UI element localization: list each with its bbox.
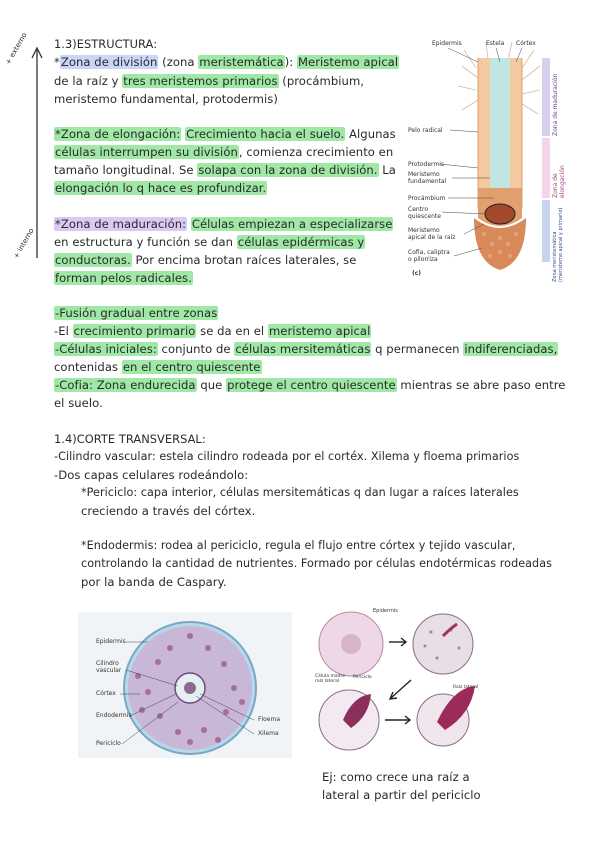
- zona-division-line-3: meristemo fundamental, protodermis): [54, 92, 278, 106]
- protege-highlight: protege el centro quiescente: [227, 378, 396, 392]
- text: mientras se abre paso entre: [396, 378, 566, 392]
- tres-meristemos-highlight: tres meristemos primarios: [123, 74, 278, 88]
- zona-elongacion-label: *Zona de elongación:: [55, 127, 181, 141]
- line: Cofia, caliptra: [408, 249, 450, 256]
- periciclo-line-2: creciendo a través del córtex.: [81, 504, 256, 518]
- lateral-caption-line-2: lateral a partir del periciclo: [322, 788, 481, 802]
- celulas-iniciales-line-2: [54, 358, 262, 377]
- periciclo-line-1: *Periciclo: capa interior, células mersitemáticas q dan lugar a raíces laterales: [81, 486, 519, 499]
- especializarse-highlight: Células empiezan a especializarse: [191, 217, 393, 231]
- line: Meristemo: [408, 227, 440, 234]
- label-pelo-radical: Pelo radical: [408, 127, 443, 134]
- endodermis-line-3: por la banda de Caspary.: [81, 575, 227, 589]
- text: (procámbium,: [278, 74, 365, 88]
- text: Por encima brotan raíces laterales, se: [131, 253, 357, 267]
- zona-maduracion-line-3: [54, 251, 356, 270]
- cofia-line-2: el suelo.: [54, 396, 103, 410]
- text: de la raíz y: [54, 74, 123, 88]
- conductoras-highlight: conductoras.: [55, 253, 131, 267]
- zona-maduracion-line-2: [54, 233, 365, 252]
- label-endodermis: Endodermis: [96, 712, 132, 719]
- zona-elongacion-line-2: [54, 143, 393, 162]
- epidermicas-highlight: células epidérmicas y: [237, 235, 365, 249]
- root-longitudinal-figure: [404, 38, 574, 286]
- zona-division-line-2: [54, 72, 364, 91]
- label-zona-elongacion: Zona de elongación: [552, 165, 566, 198]
- label-estela: Estela: [486, 40, 505, 47]
- section-heading-corte: 1.4)CORTE TRANSVERSAL:: [54, 432, 206, 446]
- label-floema: Floema: [258, 716, 281, 723]
- zona-elongacion-line-1: [54, 125, 396, 144]
- text: (zona: [158, 55, 199, 69]
- text: conjunto de: [157, 342, 235, 356]
- indiferenciadas-highlight: indiferenciadas,: [464, 342, 558, 356]
- lateral-root-figure: [313, 608, 483, 758]
- line: vascular: [96, 667, 122, 674]
- text: que: [196, 378, 227, 392]
- interno-plus: +: [12, 250, 22, 260]
- endodermis-line-1: *Endodermis: rodea al periciclo, regula el flujo entre córtex y tejido vascular,: [81, 539, 516, 552]
- cofia-highlight: -Cofia: Zona endurecida: [55, 378, 196, 392]
- line: apical de la raíz: [408, 234, 456, 241]
- text: ):: [284, 55, 297, 69]
- label-cofia: [408, 249, 450, 263]
- label-raiz-lateral: Raíz lateral: [453, 685, 479, 690]
- line: o pilorriza: [408, 256, 438, 263]
- section-heading-estructura: 1.3)ESTRUCTURA:: [54, 37, 158, 51]
- text: contenidas: [54, 360, 122, 374]
- zona-maduracion-line-1: [54, 215, 393, 234]
- label-centro-quiescente: [408, 206, 441, 220]
- corte-line-2: -Dos capas celulares rodeándolo:: [54, 468, 249, 482]
- line: Centro: [408, 206, 429, 213]
- label-cilindro-vascular: [96, 660, 121, 674]
- meristemo-apical-highlight: Meristemo apical: [297, 55, 399, 69]
- text: -El: [54, 324, 73, 338]
- line: Cilindro: [96, 660, 119, 667]
- label-periciclo: Periciclo: [353, 675, 372, 680]
- externo-text: externo: [8, 31, 29, 59]
- text: se da en el: [196, 324, 268, 338]
- line: fundamental: [408, 178, 447, 185]
- zona-maduracion-label: *Zona de maduración:: [55, 217, 187, 231]
- mersitematicas-highlight: células mersitemáticas: [235, 342, 371, 356]
- celulas-interrumpen-highlight: células interrumpen su división: [55, 145, 238, 159]
- label-zona-meristematica: Zona meristemática (meristemo apical y primario): [552, 207, 564, 282]
- crecimiento-suelo-highlight: Crecimiento hacia el suelo.: [186, 127, 345, 141]
- celulas-iniciales-item: [54, 340, 558, 359]
- crecimiento-primario-highlight: crecimiento primario: [73, 324, 196, 338]
- cross-section-figure: [78, 612, 292, 758]
- text: Algunas: [345, 127, 396, 141]
- text: La: [378, 163, 396, 177]
- corte-line-1: -Cilindro vascular: estela cilindro rodeada por el cortéx. Xilema y floema primarios: [54, 450, 520, 463]
- text: , comienza crecimiento en: [238, 145, 394, 159]
- pelos-radicales-highlight: forman pelos radicales.: [55, 271, 192, 285]
- label-epidermis: Epidermis: [432, 40, 462, 47]
- meristemo-apical-highlight-2: meristemo apical: [268, 324, 371, 338]
- fusion-item: [54, 304, 218, 323]
- cofia-item: [54, 376, 566, 395]
- label-protodermis: Protodermis: [408, 161, 445, 168]
- label-periciclo: Periciclo: [96, 740, 121, 747]
- label-meristemo-fundamental: [408, 171, 446, 185]
- zona-division-label: Zona de división: [60, 55, 158, 69]
- crecimiento-primario-item: [54, 322, 371, 341]
- label-cortex: Córtex: [516, 40, 536, 47]
- interno-text: interno: [16, 227, 36, 253]
- lateral-caption-line-1: Ej: como crece una raíz a: [322, 770, 470, 784]
- text: en estructura y función se dan: [54, 235, 237, 249]
- centro-quiescente-highlight: en el centro quiescente: [122, 360, 261, 374]
- celulas-iniciales-highlight: -Células iniciales:: [55, 342, 157, 356]
- label-epidermis: Epidermis: [373, 608, 398, 614]
- label-procambium: Procámbium: [408, 195, 446, 202]
- text: q permanecen: [371, 342, 464, 356]
- line: quiescente: [408, 213, 441, 220]
- zona-maduracion-line-4: [54, 269, 193, 288]
- endodermis-line-2: controlando la cantidad de nutrientes. Formado por células endotérmicas rodeadas: [81, 557, 552, 570]
- zona-division-line-1: [54, 53, 399, 72]
- label-meristemo-apical: [408, 227, 455, 241]
- label-panel-c: (c): [412, 270, 422, 277]
- label-epidermis: Epidermis: [96, 638, 126, 645]
- fusion-highlight: -Fusión gradual entre zonas: [55, 306, 218, 320]
- label-celula-madre: Célula madre raíz lateral: [315, 674, 345, 684]
- externo-plus: +: [4, 56, 14, 66]
- zona-elongacion-line-4: [54, 179, 267, 198]
- text: tamaño longitudinal. Se: [54, 163, 198, 177]
- label-cortex: Córtex: [96, 690, 116, 697]
- zona-elongacion-line-3: [54, 161, 396, 180]
- label-xilema: Xilema: [258, 730, 279, 737]
- elongacion-highlight: elongación lo q hace es profundizar.: [55, 181, 267, 195]
- solapa-highlight: solapa con la zona de división.: [198, 163, 378, 177]
- star: *: [54, 55, 60, 69]
- meristematica-highlight: meristemática: [199, 55, 284, 69]
- label-zona-maduracion: Zona de maduración: [552, 73, 559, 136]
- line: Meristemo: [408, 171, 440, 178]
